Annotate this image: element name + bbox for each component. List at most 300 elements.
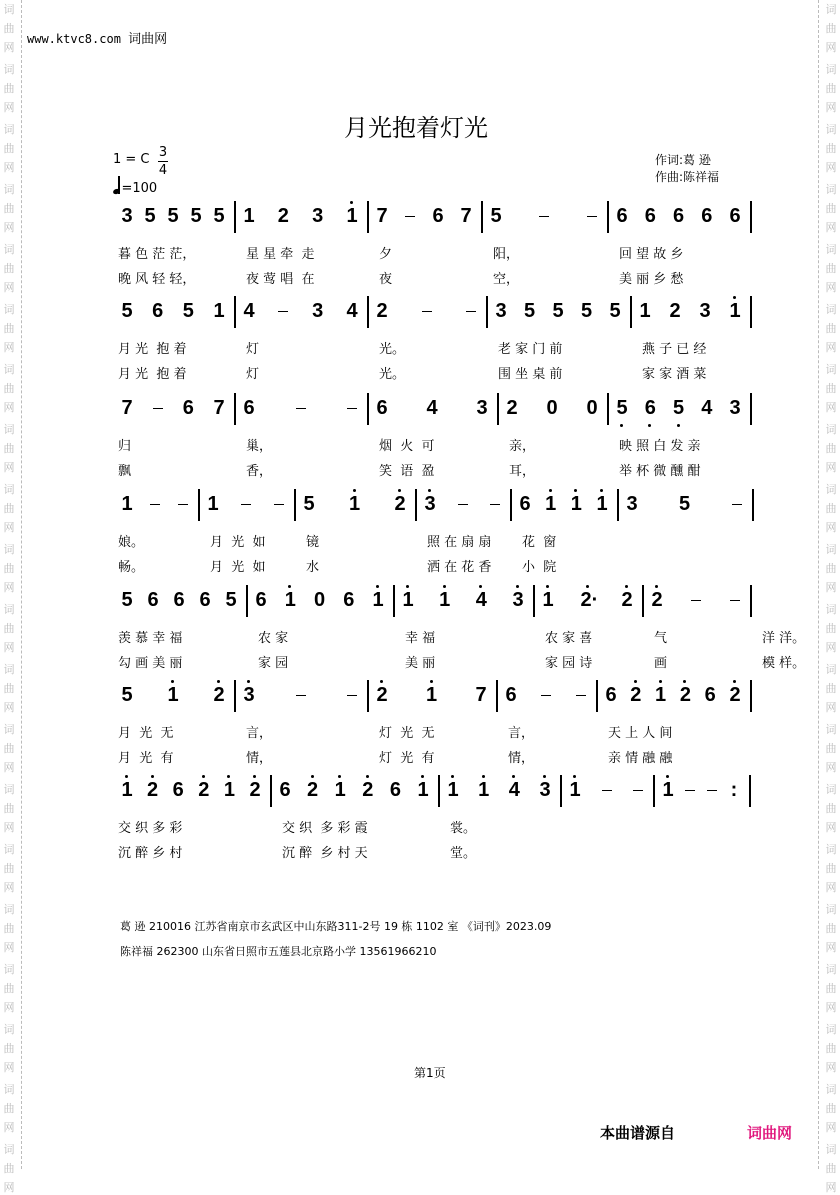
- watermark-char: 词: [825, 1083, 837, 1096]
- note-dash: [732, 504, 742, 505]
- note-dash: [274, 504, 284, 505]
- note: 6: [644, 397, 656, 419]
- watermark-char: 词: [3, 243, 15, 256]
- lyric-verse-2: 空，: [493, 272, 520, 287]
- note: 1: [372, 589, 384, 611]
- watermark-char: 曲: [825, 742, 837, 755]
- note-dash: [405, 216, 415, 217]
- watermark-char: 网: [825, 941, 837, 954]
- watermark-char: 网: [3, 701, 15, 714]
- lyric-verse-2: 灯 光 有: [379, 751, 435, 766]
- composer: 作曲:陈祥福: [655, 170, 720, 184]
- watermark-char: 曲: [3, 82, 15, 95]
- watermark-char: 词: [3, 483, 15, 496]
- note-dash: [633, 790, 643, 791]
- note: 3: [312, 300, 324, 322]
- barline: [246, 585, 248, 617]
- watermark-char: 曲: [825, 142, 837, 155]
- watermark-char: 网: [3, 41, 15, 54]
- note: 5: [121, 589, 133, 611]
- note: 3: [121, 205, 133, 227]
- site-url: www.ktvc8.com: [27, 32, 121, 46]
- watermark-char: 曲: [3, 562, 15, 575]
- watermark-char: 网: [825, 101, 837, 114]
- source-label: 本曲谱源自: [600, 1124, 676, 1142]
- lyric-verse-1: 月 光 抱 着: [118, 342, 187, 357]
- watermark-char: 词: [3, 363, 15, 376]
- note: 2: [307, 779, 319, 801]
- note: 5: [225, 589, 237, 611]
- lyric-verse-1: 阳，: [493, 247, 520, 262]
- note: 3: [495, 300, 507, 322]
- barline: [367, 296, 369, 328]
- watermark-char: 词: [3, 123, 15, 136]
- watermark-char: 曲: [825, 82, 837, 95]
- watermark-char: 词: [3, 543, 15, 556]
- time-signature: [158, 145, 168, 178]
- note: 3: [512, 589, 524, 611]
- barline: [198, 489, 200, 521]
- watermark-char: 网: [825, 521, 837, 534]
- watermark-char: 曲: [3, 142, 15, 155]
- note: 6: [376, 397, 388, 419]
- watermark-char: 曲: [3, 742, 15, 755]
- watermark-char: 曲: [825, 442, 837, 455]
- right-margin-watermark: [818, 0, 838, 1194]
- note: 1: [348, 493, 361, 515]
- note: 2: [506, 397, 518, 419]
- note: 5: [616, 397, 628, 419]
- watermark-char: 曲: [825, 982, 837, 995]
- note-dash: [602, 790, 612, 791]
- note: 5: [490, 205, 502, 227]
- note: 2: [376, 300, 388, 322]
- note: 5: [144, 205, 156, 227]
- lyric-verse-2: 夜 莺 唱 在: [246, 272, 315, 287]
- note: 6: [432, 205, 444, 227]
- note: 1: [596, 493, 608, 515]
- barline: [642, 585, 644, 617]
- lyric-verse-1: 娘。: [118, 535, 145, 550]
- watermark-char: 词: [3, 843, 15, 856]
- note-dash: [541, 695, 551, 696]
- note: 1: [545, 493, 557, 515]
- note: 5: [303, 493, 315, 515]
- note-dash: [685, 790, 695, 791]
- note-dash: [466, 311, 476, 312]
- note: 1: [729, 300, 741, 322]
- note: 6: [519, 493, 531, 515]
- site-header: [27, 28, 167, 47]
- watermark-char: 词: [3, 1083, 15, 1096]
- note: 2: [669, 300, 681, 322]
- source-brand: 词曲网: [747, 1124, 793, 1142]
- note-dash: [278, 311, 288, 312]
- barline: [533, 585, 535, 617]
- watermark-char: 词: [3, 663, 15, 676]
- note: 5: [523, 300, 536, 322]
- watermark-char: 曲: [3, 1042, 15, 1055]
- barline: [367, 680, 369, 712]
- watermark-char: 词: [825, 543, 837, 556]
- watermark-char: 网: [3, 1001, 15, 1014]
- barline: [496, 680, 498, 712]
- watermark-char: 网: [825, 1181, 837, 1194]
- watermark-char: 网: [3, 761, 15, 774]
- barline: [234, 393, 236, 425]
- note: 2: [198, 779, 210, 801]
- note: 3: [312, 205, 324, 227]
- note-dash: [296, 408, 306, 409]
- lyric-verse-2: 月 光 抱 着: [118, 367, 187, 382]
- note: 1: [447, 779, 459, 801]
- lyric-verse-1: 映 照 白 发 亲: [619, 439, 701, 454]
- lyric-verse-2: 灯: [246, 367, 260, 382]
- watermark-char: 曲: [3, 982, 15, 995]
- lyric-verse-2: 亲 情 融 融: [608, 751, 673, 766]
- watermark-char: 曲: [3, 22, 15, 35]
- note: 5: [167, 205, 179, 227]
- note: 1: [346, 205, 358, 227]
- footer-address-1: 葛 逊 210016 江苏省南京市玄武区中山东路311-2号 19 栋 1102 室 《词刊》2023.09: [120, 920, 552, 933]
- lyric-verse-2: 光。: [379, 367, 406, 382]
- barline: [497, 393, 499, 425]
- watermark-char: 词: [825, 903, 837, 916]
- note: 1: [569, 779, 581, 801]
- lyric-verse-1: 交 织 多 彩 霞: [282, 821, 368, 836]
- watermark-char: 网: [825, 1001, 837, 1014]
- watermark-char: 词: [3, 723, 15, 736]
- lyric-verse-2: 畅。: [118, 560, 145, 575]
- barline: [393, 585, 395, 617]
- watermark-char: 网: [825, 281, 837, 294]
- lyric-verse-2: 围 坐 桌 前: [498, 367, 563, 382]
- watermark-char: 词: [3, 963, 15, 976]
- note: 7: [460, 205, 472, 227]
- watermark-char: 曲: [3, 502, 15, 515]
- note: 6: [701, 205, 713, 227]
- note-dash: [691, 600, 701, 601]
- watermark-char: 网: [825, 1121, 837, 1134]
- note: 1: [570, 493, 582, 515]
- lyric-verse-1: 农 家 喜: [545, 631, 593, 646]
- lyric-verse-2: 夜: [379, 272, 393, 287]
- note: 5: [609, 300, 621, 322]
- note: 0: [546, 397, 558, 419]
- watermark-char: 网: [825, 881, 837, 894]
- lyric-verse-2: 香，: [246, 464, 273, 479]
- watermark-char: 网: [825, 221, 837, 234]
- barline: [750, 585, 752, 617]
- note-dash: [730, 600, 740, 601]
- watermark-char: 曲: [825, 1102, 837, 1115]
- note: 7: [213, 397, 225, 419]
- lyric-verse-2: 水: [306, 560, 320, 575]
- watermark-char: 曲: [3, 262, 15, 275]
- barline: [234, 680, 236, 712]
- note: 6: [644, 205, 656, 227]
- note: 5: [552, 300, 564, 322]
- barline: [607, 393, 609, 425]
- barline: [749, 775, 751, 807]
- watermark-char: 曲: [825, 322, 837, 335]
- watermark-char: 网: [825, 641, 837, 654]
- note: 2: [249, 779, 261, 801]
- note: 2: [376, 684, 388, 706]
- note-dash: [296, 695, 306, 696]
- note: 6: [389, 779, 401, 801]
- tempo-mark: [113, 178, 157, 196]
- watermark-char: 曲: [3, 1102, 15, 1115]
- note: 1: [655, 684, 667, 706]
- barline: [234, 201, 236, 233]
- note-dash: [422, 311, 432, 312]
- note: 2: [362, 779, 374, 801]
- note: 7: [475, 684, 487, 706]
- lyric-verse-1: 巢，: [246, 439, 273, 454]
- watermark-char: 网: [3, 221, 15, 234]
- watermark-char: 词: [825, 963, 837, 976]
- note: 1: [439, 589, 451, 611]
- watermark-char: 网: [825, 1061, 837, 1074]
- note: 4: [475, 589, 487, 611]
- lyric-verse-2: 家 园 诗: [545, 656, 593, 671]
- note: 1: [213, 300, 225, 322]
- note: 3: [424, 493, 436, 515]
- note: 1: [542, 589, 554, 611]
- watermark-char: 曲: [3, 202, 15, 215]
- watermark-char: 词: [825, 3, 837, 16]
- note-dash: [490, 504, 500, 505]
- barline: [234, 296, 236, 328]
- note: 6: [605, 684, 617, 706]
- watermark-char: 曲: [825, 622, 837, 635]
- watermark-char: 网: [825, 41, 837, 54]
- lyric-verse-2: 勾 画 美 丽: [118, 656, 183, 671]
- watermark-char: 词: [3, 1023, 15, 1036]
- note: 1: [425, 684, 438, 706]
- watermark-char: 词: [825, 63, 837, 76]
- lyric-verse-2: 小 院: [522, 560, 557, 575]
- note: 5: [182, 300, 194, 322]
- watermark-char: 曲: [3, 322, 15, 335]
- note-dash: [587, 216, 597, 217]
- lyric-verse-1: 燕 子 已 经: [642, 342, 707, 357]
- lyric-verse-1: 言，: [246, 726, 273, 741]
- barline: [750, 393, 752, 425]
- note: 5: [672, 397, 685, 419]
- note: 3: [626, 493, 638, 515]
- note: 2: [651, 589, 663, 611]
- watermark-char: 曲: [825, 1162, 837, 1175]
- time-numerator: 3: [158, 145, 168, 160]
- note: 1: [284, 589, 296, 611]
- watermark-char: 曲: [825, 382, 837, 395]
- barline: [617, 489, 619, 521]
- barline: [607, 201, 609, 233]
- note: 2: [679, 684, 691, 706]
- note: 6: [182, 397, 194, 419]
- lyric-verse-1: 天 上 人 间: [608, 726, 673, 741]
- watermark-char: 网: [3, 1181, 15, 1194]
- lyricist: 作词:葛 逊: [655, 153, 711, 167]
- note: 1: [121, 779, 133, 801]
- note-dash: [458, 504, 468, 505]
- watermark-char: 词: [825, 663, 837, 676]
- note: 6: [672, 205, 685, 227]
- note: 6: [173, 589, 185, 611]
- note: 2·: [580, 589, 599, 611]
- lyric-verse-1: 月 光 无: [118, 726, 174, 741]
- barline: [367, 201, 369, 233]
- barline: [630, 296, 632, 328]
- lyric-verse-1: 交 织 多 彩: [118, 821, 183, 836]
- lyric-verse-2: 沉 醉 乡 村: [118, 846, 183, 861]
- note: 1: [121, 493, 133, 515]
- lyric-verse-1: 裳。: [450, 821, 477, 836]
- barline: [481, 201, 483, 233]
- note: 7: [376, 205, 388, 227]
- note-dash: [150, 504, 160, 505]
- barline: [270, 775, 272, 807]
- lyric-verse-1: 回 望 故 乡: [619, 247, 684, 262]
- lyric-verse-2: 沉 醉 乡 村 天: [282, 846, 368, 861]
- note: 2: [394, 493, 406, 515]
- note: 6: [704, 684, 716, 706]
- lyric-verse-2: 堂。: [450, 846, 477, 861]
- watermark-char: 网: [3, 101, 15, 114]
- lyric-verse-1: 夕: [379, 247, 393, 262]
- lyric-verse-1: 灯: [246, 342, 260, 357]
- lyric-verse-2: 洒 在 花 香: [427, 560, 492, 575]
- note: 5: [213, 205, 225, 227]
- note: 6: [199, 589, 211, 611]
- watermark-char: 词: [825, 423, 837, 436]
- note: 6: [147, 589, 159, 611]
- barline: [486, 296, 488, 328]
- watermark-char: 词: [3, 603, 15, 616]
- note-dash: [347, 408, 357, 409]
- lyric-verse-2: 笑 语 盈: [379, 464, 435, 479]
- watermark-char: 词: [3, 3, 15, 16]
- lyric-verse-2: 月 光 如: [210, 560, 266, 575]
- watermark-char: 词: [825, 363, 837, 376]
- note: 1: [417, 779, 429, 801]
- watermark-char: 曲: [3, 1162, 15, 1175]
- watermark-char: 词: [825, 603, 837, 616]
- watermark-char: 词: [3, 1143, 15, 1156]
- barline: [596, 680, 598, 712]
- note: 2: [147, 779, 159, 801]
- left-margin-watermark: [0, 0, 20, 1194]
- song-title: 月光抱着灯光: [344, 114, 488, 142]
- lyric-verse-2: 美 丽 乡 愁: [619, 272, 684, 287]
- watermark-char: 词: [3, 63, 15, 76]
- watermark-char: 曲: [825, 922, 837, 935]
- lyric-verse-1: 气: [654, 631, 668, 646]
- watermark-char: 词: [3, 183, 15, 196]
- note-dash: [539, 216, 549, 217]
- watermark-char: 词: [825, 723, 837, 736]
- note: 3: [539, 779, 551, 801]
- watermark-char: 词: [3, 783, 15, 796]
- note: 1: [402, 589, 414, 611]
- note: 1: [243, 205, 255, 227]
- key-signature: 1 = C: [113, 152, 150, 167]
- watermark-char: 网: [3, 1121, 15, 1134]
- lyric-verse-1: 洋 洋。: [762, 631, 806, 646]
- credits: [655, 152, 719, 186]
- watermark-char: 网: [3, 821, 15, 834]
- note: 1: [167, 684, 179, 706]
- barline: [560, 775, 562, 807]
- note: 6: [729, 205, 741, 227]
- note: 6: [343, 589, 355, 611]
- note: 1: [478, 779, 490, 801]
- watermark-char: 网: [3, 161, 15, 174]
- lyric-verse-1: 烟 火 可: [379, 439, 435, 454]
- note-dash: [241, 504, 251, 505]
- watermark-char: 曲: [825, 862, 837, 875]
- note: 6: [172, 779, 184, 801]
- note: 6: [152, 300, 164, 322]
- lyric-verse-2: 模 样。: [762, 656, 806, 671]
- watermark-char: 词: [825, 243, 837, 256]
- note: 4: [508, 779, 520, 801]
- lyric-verse-2: 月 光 有: [118, 751, 174, 766]
- footer-address-2: 陈祥福 262300 山东省日照市五莲县北京路小学 13561966210: [120, 945, 437, 958]
- barline: [294, 489, 296, 521]
- watermark-char: 网: [825, 761, 837, 774]
- note: 5: [190, 205, 202, 227]
- note: :: [730, 779, 738, 801]
- note: 1: [207, 493, 219, 515]
- lyric-verse-1: 农 家: [258, 631, 289, 646]
- watermark-char: 曲: [825, 682, 837, 695]
- note: 6: [505, 684, 517, 706]
- watermark-char: 网: [3, 641, 15, 654]
- note: 5: [678, 493, 691, 515]
- watermark-char: 曲: [825, 562, 837, 575]
- lyric-verse-1: 幸 福: [405, 631, 436, 646]
- note: 1: [223, 779, 235, 801]
- lyric-verse-2: 情，: [246, 751, 273, 766]
- lyric-verse-1: 月 光 如: [210, 535, 266, 550]
- note: 3: [243, 684, 255, 706]
- watermark-char: 网: [825, 161, 837, 174]
- watermark-char: 网: [3, 401, 15, 414]
- watermark-char: 词: [825, 483, 837, 496]
- watermark-char: 词: [3, 903, 15, 916]
- barline: [750, 296, 752, 328]
- note: 5: [580, 300, 593, 322]
- barline: [750, 201, 752, 233]
- lyric-verse-1: 老 家 门 前: [498, 342, 563, 357]
- note: 1: [662, 779, 674, 801]
- watermark-char: 网: [3, 461, 15, 474]
- lyric-verse-2: 情，: [508, 751, 535, 766]
- barline: [367, 393, 369, 425]
- note: 2: [213, 684, 225, 706]
- watermark-char: 词: [825, 303, 837, 316]
- note: 3: [729, 397, 741, 419]
- watermark-char: 曲: [825, 802, 837, 815]
- lyric-verse-1: 暮 色 茫 茫，: [118, 247, 196, 262]
- lyric-verse-2: 画: [654, 656, 668, 671]
- note: 2: [630, 684, 642, 706]
- note-dash: [707, 790, 717, 791]
- watermark-char: 网: [825, 341, 837, 354]
